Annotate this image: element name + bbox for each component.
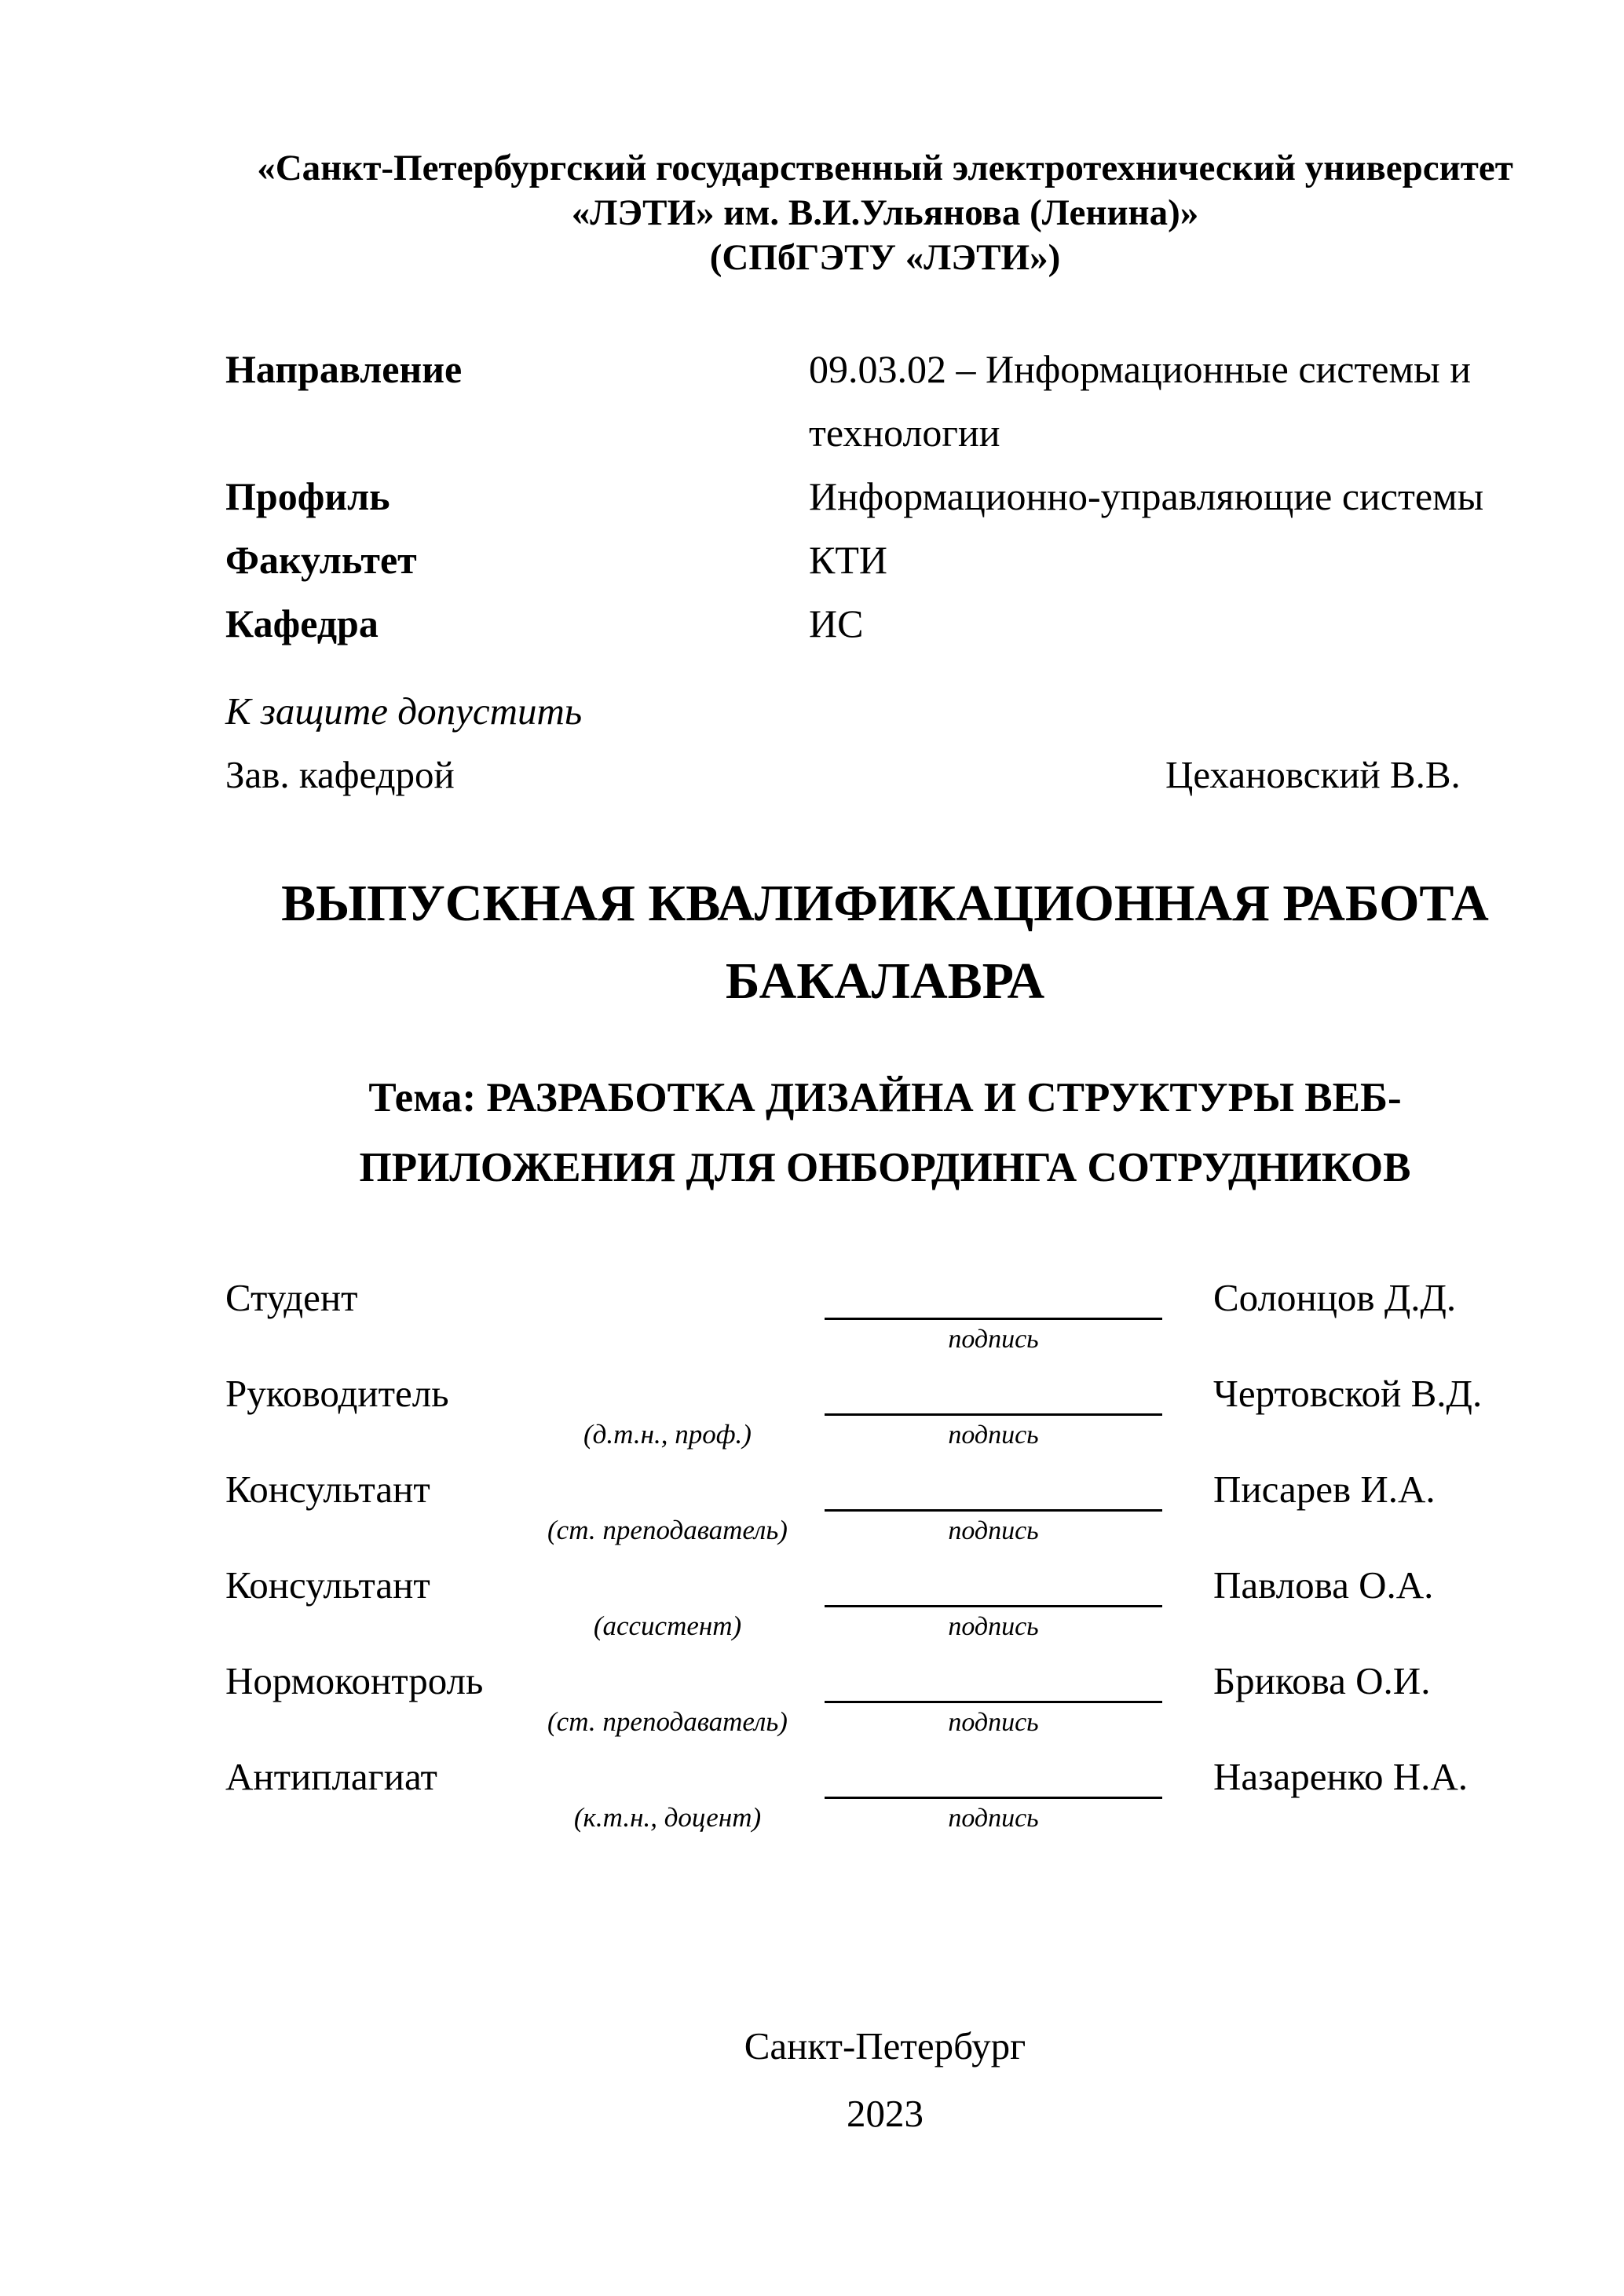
signature-row-consultant-1	[0, 1466, 1624, 1562]
admit-to-defense-text: К защите допустить	[225, 689, 583, 733]
qualification-label: (ассистент)	[593, 1610, 742, 1641]
role-label: Антиплагиат	[225, 1755, 437, 1798]
faculty-label: Факультет	[225, 538, 417, 582]
department-head-label: Зав. кафедрой	[225, 753, 455, 796]
signature-caption: подпись	[948, 1612, 1039, 1641]
signature-row-consultant-2	[0, 1562, 1624, 1658]
role-label: Руководитель	[225, 1372, 449, 1415]
role-label: Студент	[225, 1276, 358, 1319]
department-label: Кафедра	[225, 601, 379, 645]
person-name: Солонцов Д.Д.	[1213, 1276, 1457, 1319]
signature-row-student	[0, 1274, 1624, 1370]
qualification-label: (к.т.н., доцент)	[573, 1802, 762, 1833]
person-name: Назаренко Н.А.	[1213, 1755, 1469, 1798]
signature-caption: подпись	[948, 1708, 1039, 1737]
university-name-line3: (СПбГЭТУ «ЛЭТИ»)	[709, 237, 1061, 278]
qualification-label: (д.т.н., проф.)	[583, 1419, 752, 1450]
signature-caption: подпись	[948, 1325, 1039, 1354]
qualification-label: (ст. преподаватель)	[547, 1706, 788, 1737]
thesis-topic	[225, 1063, 1545, 1203]
signature-line	[825, 1413, 1162, 1416]
thesis-topic-line1: Тема: РАЗРАБОТКА ДИЗАЙНА И СТРУКТУРЫ ВЕБ-	[368, 1075, 1402, 1121]
signature-row-normcontrol	[0, 1658, 1624, 1753]
faculty-value: КТИ	[809, 538, 887, 582]
university-name-line1: «Санкт-Петербургский государственный электротехнический университет	[257, 148, 1513, 188]
signature-line	[825, 1701, 1162, 1703]
person-name: Писарев И.А.	[1213, 1468, 1436, 1511]
person-name: Брикова О.И.	[1213, 1659, 1431, 1702]
thesis-title-line2: БАКАЛАВРА	[725, 952, 1045, 1010]
program-row-profile	[225, 465, 1608, 528]
profile-label: Профиль	[225, 474, 390, 518]
department-head-name: Цехановский В.В.	[1165, 753, 1461, 796]
role-label: Консультант	[225, 1563, 430, 1607]
role-label: Нормоконтроль	[225, 1659, 484, 1702]
thesis-title-line1: ВЫПУСКНАЯ КВАЛИФИКАЦИОННАЯ РАБОТА	[281, 875, 1489, 932]
direction-value: 09.03.02 – Информационные системы и технологии	[809, 347, 1471, 455]
signature-row-supervisor	[0, 1370, 1624, 1466]
department-value: ИС	[809, 601, 864, 645]
person-name: Чертовской В.Д.	[1213, 1372, 1483, 1415]
program-row-department	[225, 592, 1608, 656]
program-info	[225, 338, 1608, 656]
program-row-faculty	[225, 528, 1608, 592]
signature-line	[825, 1509, 1162, 1512]
thesis-title	[225, 865, 1545, 1020]
footer-city: Санкт-Петербург	[744, 2024, 1026, 2067]
qualification-label: (ст. преподаватель)	[547, 1515, 788, 1545]
signature-line	[825, 1605, 1162, 1607]
role-label: Консультант	[225, 1468, 430, 1511]
program-row-direction	[225, 338, 1608, 465]
signature-caption: подпись	[948, 1420, 1039, 1450]
signature-line	[825, 1318, 1162, 1320]
thesis-topic-line2: ПРИЛОЖЕНИЯ ДЛЯ ОНБОРДИНГА СОТРУДНИКОВ	[359, 1145, 1411, 1190]
signature-caption: подпись	[948, 1804, 1039, 1833]
direction-label: Направление	[225, 347, 463, 391]
footer-year: 2023	[847, 2092, 924, 2135]
university-header	[225, 146, 1545, 280]
university-name-line2: «ЛЭТИ» им. В.И.Ульянова (Ленина)»	[571, 192, 1199, 233]
profile-value: Информационно-управляющие системы	[809, 474, 1484, 518]
signature-line	[825, 1797, 1162, 1799]
person-name: Павлова О.А.	[1213, 1563, 1434, 1607]
signature-caption: подпись	[948, 1516, 1039, 1545]
signature-row-antiplagiarism	[0, 1753, 1624, 1849]
